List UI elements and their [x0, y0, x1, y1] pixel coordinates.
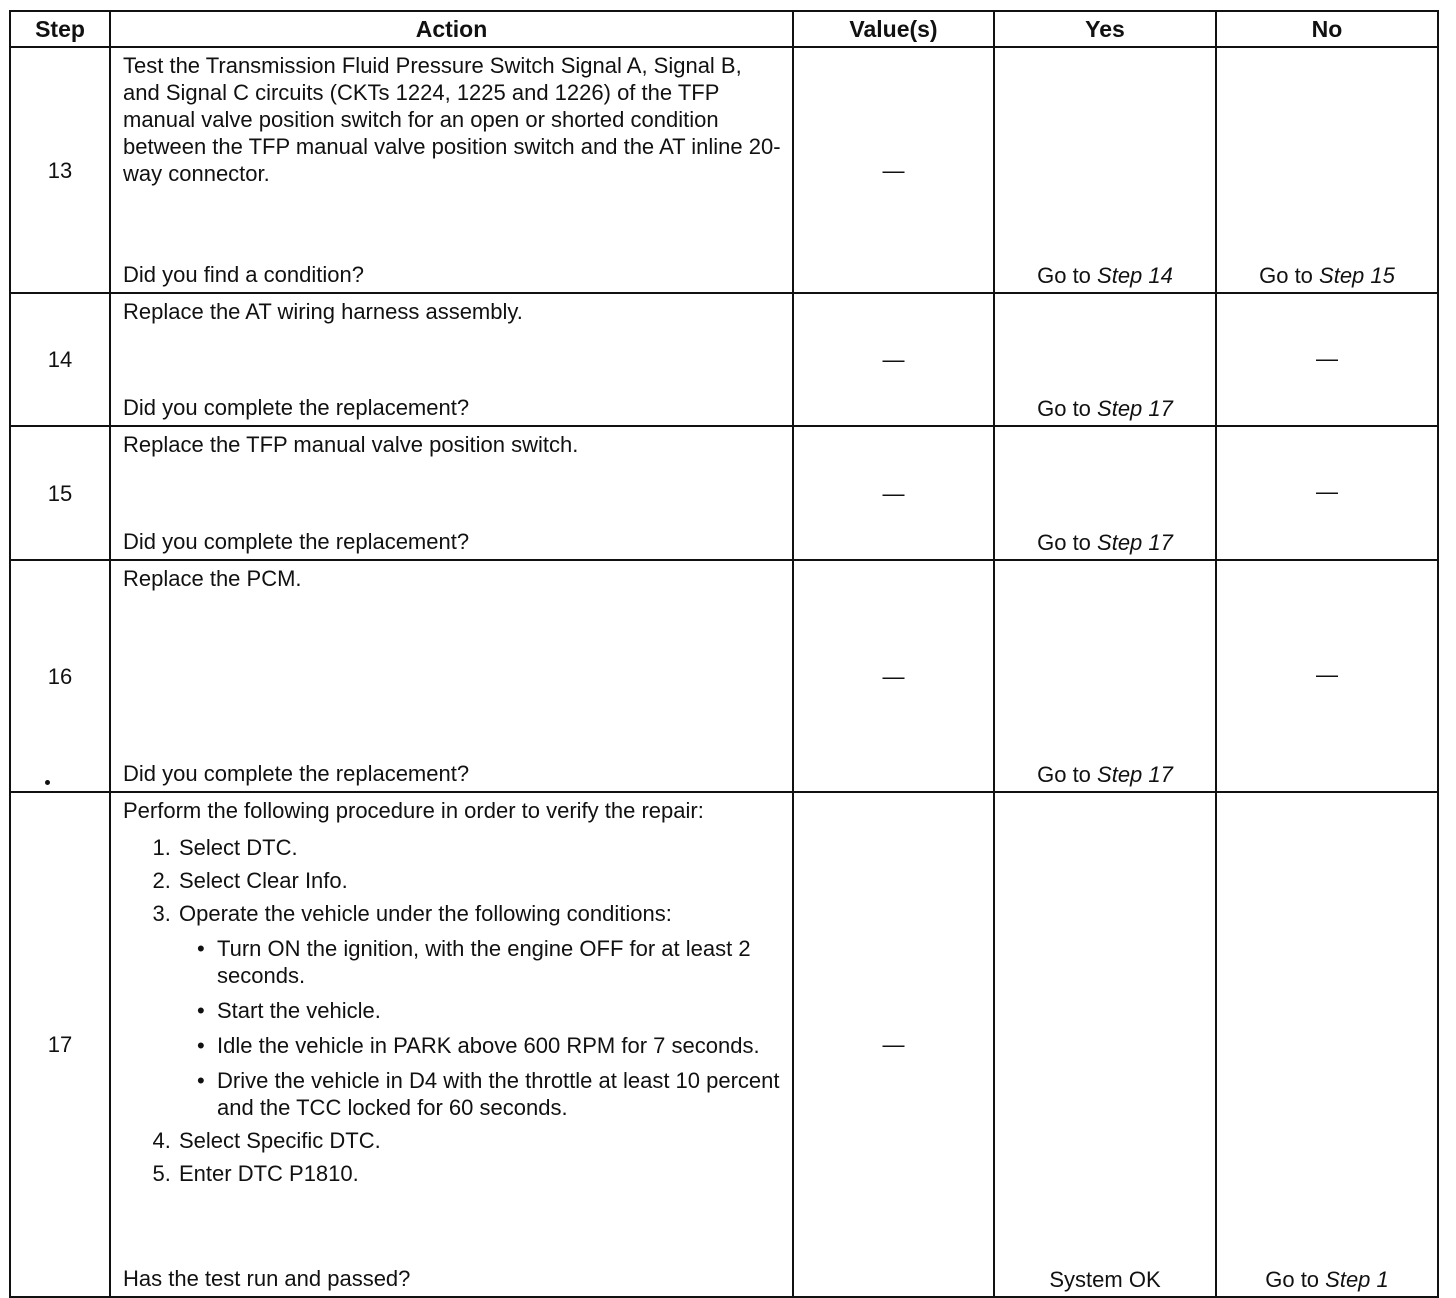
action-question: Did you complete the replacement? [123, 529, 470, 554]
no-cell: — [1216, 560, 1438, 792]
step-number: 14 [10, 293, 110, 426]
condition-item: • Drive the vehicle in D4 with the throttle at least 10 percent and the TCC locked for 60 seconds. [217, 1067, 782, 1121]
yes-prefix: Go to [1037, 396, 1098, 421]
yes-cell [994, 293, 1216, 426]
bullet-dot-icon [45, 780, 50, 785]
yes-step-link[interactable]: Step 17 [1097, 396, 1173, 421]
procedure-step-text: Operate the vehicle under the following conditions: [179, 901, 672, 926]
action-text: Perform the following procedure in order to verify the repair: [123, 798, 704, 823]
step-number-cell [10, 560, 110, 792]
action-cell [110, 47, 793, 293]
yes-step-link[interactable]: Step 17 [1097, 530, 1173, 555]
action-cell [110, 560, 793, 792]
header-action: Action [110, 11, 793, 47]
no-cell: — [1216, 293, 1438, 426]
header-no: No [1216, 11, 1438, 47]
action-question: Did you complete the replacement? [123, 395, 470, 420]
step-number: 13 [10, 47, 110, 293]
action-text: Test the Transmission Fluid Pressure Switch Signal A, Signal B, and Signal C circuits (CKTs 1224, 1225 and 1226) of the TFP manual valve position switch for an open or shorted condition between the TFP manual valve position switch and the AT inline 20-way connector. [123, 53, 781, 186]
yes-prefix: Go to [1037, 263, 1098, 288]
procedure-step: 1. Select DTC. [177, 834, 782, 861]
procedure-list [123, 828, 782, 1187]
no-cell: — [1216, 426, 1438, 560]
table-row [10, 293, 1438, 426]
action-question: Did you complete the replacement? [123, 761, 470, 786]
conditions-list [179, 935, 782, 1121]
yes-step-link[interactable]: Step 14 [1097, 263, 1173, 288]
value-cell: — [793, 560, 994, 792]
value-cell: — [793, 47, 994, 293]
condition-item: • Turn ON the ignition, with the engine OFF for at least 2 seconds. [217, 935, 782, 989]
header-step: Step [10, 11, 110, 47]
action-text: Replace the AT wiring harness assembly. [123, 299, 523, 324]
procedure-step: 4. Select Specific DTC. [177, 1127, 782, 1154]
table-row [10, 47, 1438, 293]
yes-cell [994, 47, 1216, 293]
header-values: Value(s) [793, 11, 994, 47]
condition-item: • Start the vehicle. [217, 997, 782, 1024]
no-step-link[interactable]: Step 15 [1319, 263, 1395, 288]
action-text: Replace the PCM. [123, 566, 302, 591]
diagnostic-table [9, 10, 1439, 1298]
yes-prefix: Go to [1037, 762, 1098, 787]
table-row [10, 560, 1438, 792]
condition-item: • Idle the vehicle in PARK above 600 RPM for 7 seconds. [217, 1032, 782, 1059]
procedure-step: 5. Enter DTC P1810. [177, 1160, 782, 1187]
no-step-link[interactable]: Step 1 [1325, 1267, 1389, 1292]
step-number: 15 [10, 426, 110, 560]
step-number: 16 [47, 663, 73, 689]
no-cell [1216, 792, 1438, 1297]
value-cell: — [793, 426, 994, 560]
yes-cell [994, 560, 1216, 792]
table-row [10, 426, 1438, 560]
no-prefix: Go to [1259, 263, 1320, 288]
header-row [10, 11, 1438, 47]
action-cell [110, 426, 793, 560]
header-yes: Yes [994, 11, 1216, 47]
yes-cell: System OK [994, 792, 1216, 1297]
procedure-step: 2. Select Clear Info. [177, 867, 782, 894]
no-cell [1216, 47, 1438, 293]
yes-prefix: Go to [1037, 530, 1098, 555]
action-question: Has the test run and passed? [123, 1266, 411, 1291]
step-number: 17 [10, 792, 110, 1297]
action-cell [110, 792, 793, 1297]
yes-step-link[interactable]: Step 17 [1097, 762, 1173, 787]
value-cell: — [793, 293, 994, 426]
action-cell [110, 293, 793, 426]
no-prefix: Go to [1265, 1267, 1326, 1292]
value-cell: — [793, 792, 994, 1297]
table-row [10, 792, 1438, 1297]
action-question: Did you find a condition? [123, 262, 364, 287]
action-text: Replace the TFP manual valve position switch. [123, 432, 579, 457]
procedure-step [177, 900, 782, 1121]
yes-cell [994, 426, 1216, 560]
